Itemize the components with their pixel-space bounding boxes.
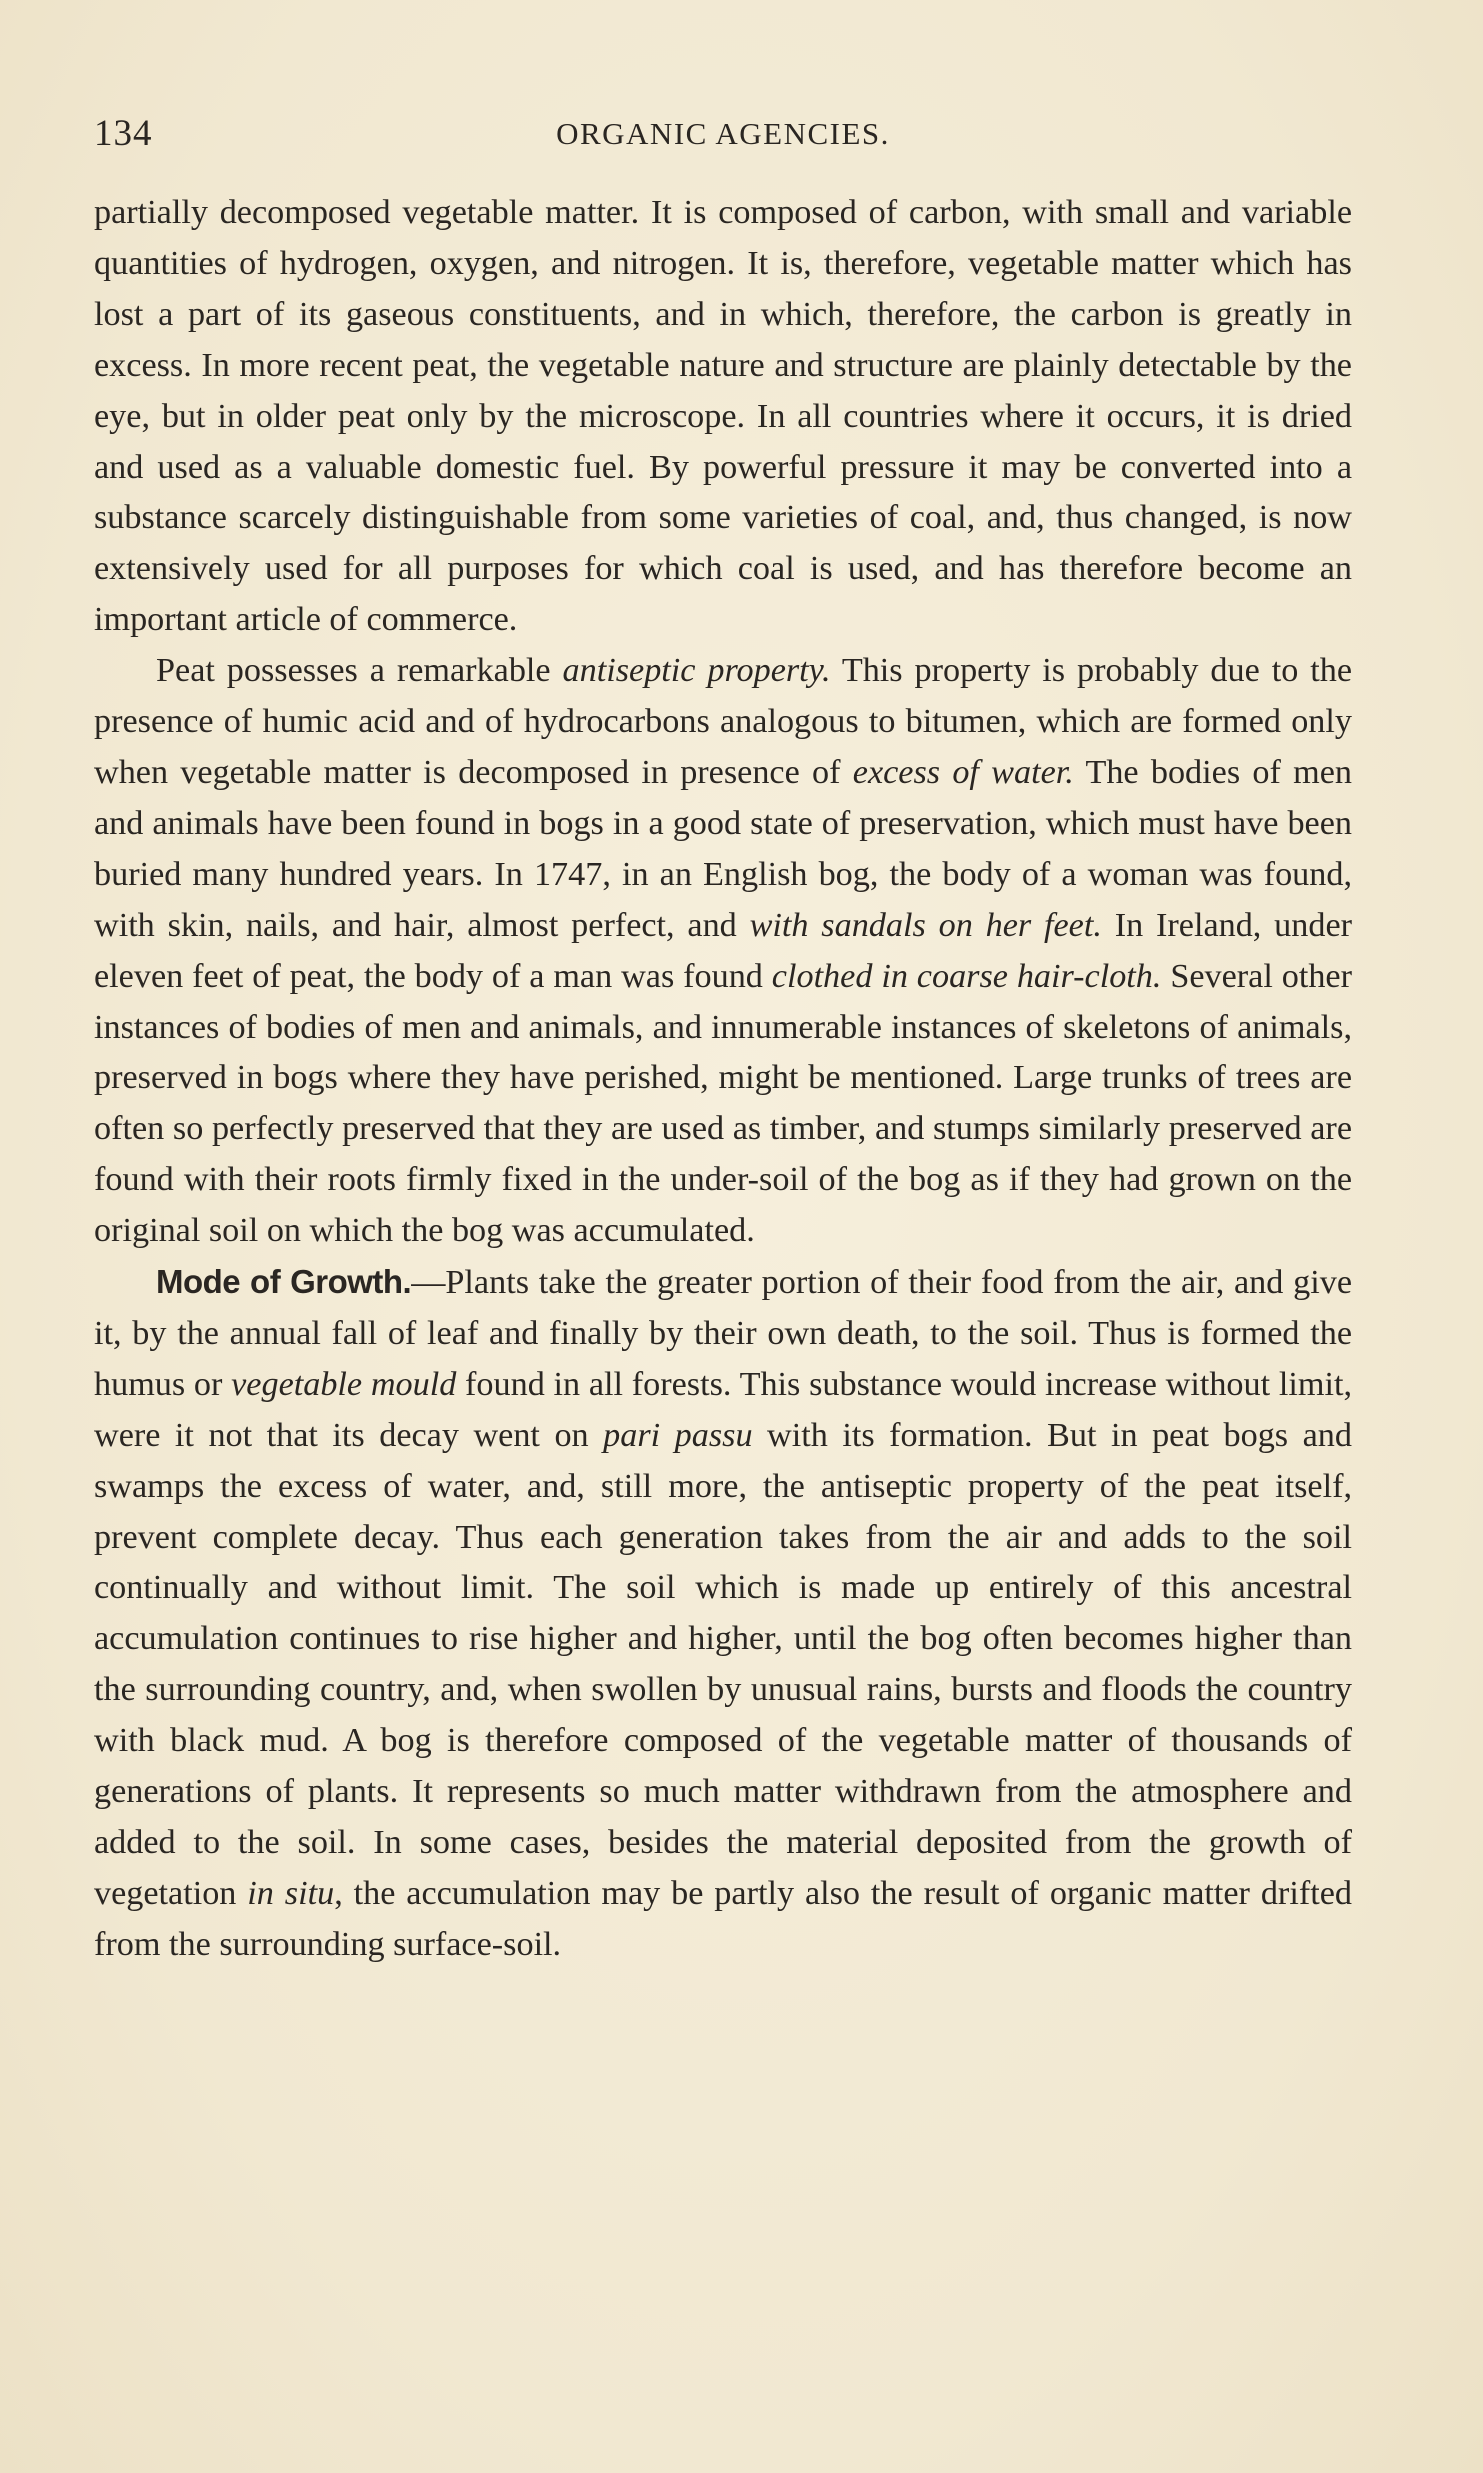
- text-run: —Plants take the greater portion of their food from the air, and give it, by the annual fall of leaf and finally by their own death, to the soil. Thus is formed the humus or: [94, 1264, 1352, 1403]
- text-run: , the accumulation may be partly also the result of organic matter drifted from the surrounding surface-soil.: [94, 1874, 1352, 1963]
- text-run: Several other instances of bodies of men and animals, and innumerable instances of skeletons of animals, preserved in bogs where they have perished, might be mentioned. Large trunks of trees are often so perfectly preserved that they are used as timber, and stumps similarly preserved are found with their roots firmly fixed in the under-soil of the bog as if they had grown on the original soil on which the bog was accumulated.: [94, 957, 1352, 1250]
- section-heading: Mode of Growth.: [156, 1263, 412, 1301]
- page-number: 134: [94, 113, 153, 154]
- text-run: This property is probably due to the presence of humic acid and of hydrocarbons analogous to bitumen, which are formed only when vegetable matter is decomposed in presence of: [94, 652, 1352, 791]
- text-run: with its formation. But in peat bogs and swamps the excess of water, and, still more, the antiseptic property of the peat itself, prevent complete decay. Thus each generation takes from the air and adds to the soil continually and without limit. The soil which is made up entirely of this ancestral accumulation continues to rise higher and higher, until the bog often becomes higher than the surrounding country, and, when swollen by unusual rains, bursts and floods the country with black mud. A bog is therefore composed of the vegetable matter of thousands of generations of plants. It represents so much matter withdrawn from the atmosphere and added to the soil. In some cases, besides the material deposited from the growth of vegetation: [94, 1416, 1352, 1912]
- italic-phrase: clothed in coarse hair-cloth.: [771, 957, 1162, 995]
- italic-phrase: antiseptic property.: [562, 652, 831, 690]
- italic-phrase: in situ: [247, 1874, 335, 1912]
- text-run: The bodies of men and animals have been found in bogs in a good state of preservation, which must have been buried many hundred years. In 1747, in an English bog, the body of a woman was found, with skin, nails, and hair, almost perfect, and: [94, 753, 1352, 944]
- text-run: Peat possesses a remarkable: [156, 652, 563, 690]
- paragraph-peat-composition: partially decomposed vegetable matter. It is composed of carbon, with small and variable quantities of hydrogen, oxygen, and nitrogen. It is, therefore, vegetable matter which has lost a part of its gaseous constituents, and in which, therefore, the carbon is greatly in excess. In more recent peat, the vegetable nature and structure are plainly detectable by the eye, but in older peat only by the microscope. In all countries where it occurs, it is dried and used as a valuable domestic fuel. By powerful pressure it may be converted into a substance scarcely distinguishable from some varieties of coal, and, thus changed, is now extensively used for all purposes for which coal is used, and has therefore become an important article of commerce.: [94, 194, 1352, 639]
- italic-phrase: vegetable mould: [231, 1365, 457, 1403]
- paragraph-antiseptic-property: [94, 646, 1352, 1257]
- running-head: ORGANIC AGENCIES.: [556, 116, 890, 151]
- text-run: In Ireland, under eleven feet of peat, the body of a man was found: [94, 906, 1353, 995]
- italic-phrase: with sandals on her feet.: [749, 906, 1102, 944]
- body-text: [94, 188, 1352, 1971]
- paragraph-mode-of-growth: [94, 1257, 1352, 1971]
- text-run: found in all forests. This substance would increase without limit, were it not that its decay went on: [94, 1365, 1352, 1454]
- italic-phrase: pari passu: [603, 1416, 753, 1454]
- page-header: [94, 112, 1352, 164]
- italic-phrase: excess of water.: [852, 753, 1074, 791]
